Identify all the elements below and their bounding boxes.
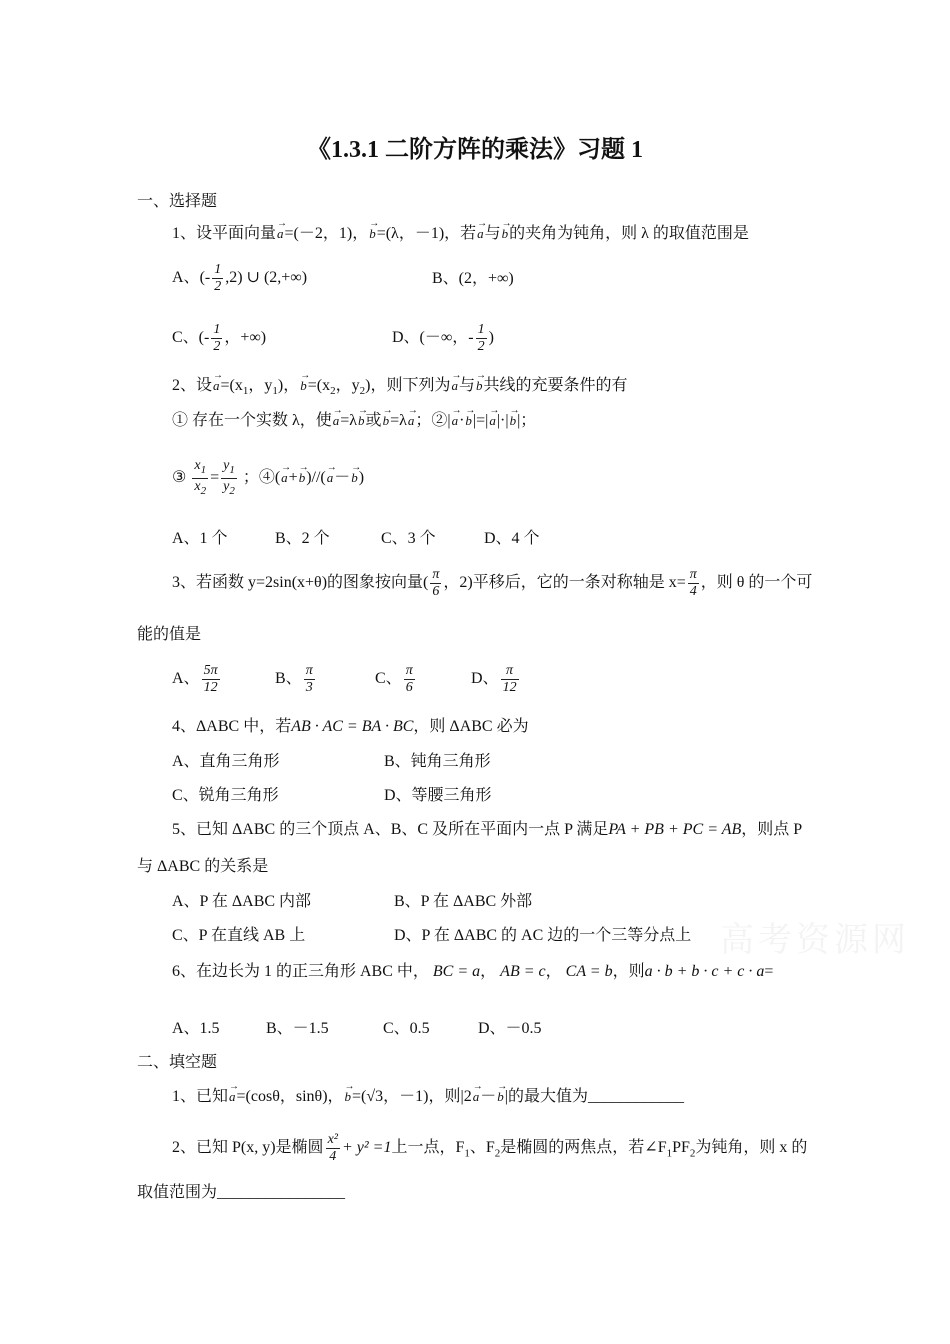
q6-option-a: A、1.5 [172,1020,220,1037]
q2-condition-3-4: ③ $\frac{x_1}{x_2}$ = $\frac{y_1}{y_2}$ ；④(→ a+→ b)//(→ a－→ b) [172,458,364,499]
q2-option-b: B、2 个 [275,530,330,547]
q3-option-d: D、 $\frac{\pi}{12}$ [471,663,517,695]
q5-expression: PA + PB + PC = AB [608,821,742,838]
q4-option-a: A、直角三角形 [172,753,280,770]
q6-option-b: B、－1.5 [266,1020,329,1037]
q1-option-a: A、(- $\frac{1}{2}$ ,2) ∪ (2,+∞) [172,262,308,294]
q3-stem-line2: 能的值是 [137,626,202,643]
q2-stem: 2、设→ $a=(x_1$，$y_1$)，→ $b=(x_2$，$y_2$)，则下列为→ a与→ b共线的充要条件的有 [172,376,627,401]
q3-stem: 3、若函数 y=2sin(x+θ)的图象按向量( $\frac{\pi}{6}$ ，2)平移后，它的一条对称轴是 x= $\frac{\pi}{4}$ ，则 θ 的一个可 [172,567,813,599]
fill-1-stem: 1、已知→ a=(cosθ，sinθ)，→ b=(√3，－1)，则|2→ a－→ b|的最大值为____________ [172,1087,684,1107]
q6-sum: a · b + b · c + c · a [644,963,765,980]
q6-stem: 6、在边长为 1 的正三角形 ABC 中， BC = a， AB = c， CA = b，则a · b + b · c + c · a= [172,963,774,980]
q4-stem: 4、ΔABC 中，若AB · AC = BA · BC，则 ΔABC 必为 [172,718,529,735]
q6-bc: BC = a [432,963,481,980]
q6-ab: AB = c [500,963,546,980]
q6-ca: CA = b [565,963,613,980]
q4-option-d: D、等腰三角形 [384,787,492,804]
q2-option-d: D、4 个 [484,530,540,547]
q5-option-a: A、P 在 ΔABC 内部 [172,893,312,910]
q6-option-c: C、0.5 [383,1020,430,1037]
fill-2-stem: 2、已知 P(x, y)是椭圆 $\frac{\text{x²}}{4}$ + y² =1上一点，$F_1$、$F_2$是椭圆的两焦点，若$\angle F_1PF_2$为钝角，则 x 的 [172,1132,808,1164]
q1-option-d: D、(－∞，- $\frac{1}{2}$ ) [392,322,494,354]
section-fill: 二、填空题 [137,1054,218,1071]
q6-option-d: D、－0.5 [478,1020,542,1037]
q4-expression: AB · AC = BA · BC [291,718,414,735]
q2-option-a: A、1 个 [172,530,228,547]
page-title: 《1.3.1 二阶方阵的乘法》习题 1 [307,137,643,163]
q1-stem: 1、设平面向量→ a=(－2，1)，→ b=(λ，－1)，若→ a与→ b的夹角为钝角，则 λ 的取值范围是 [172,224,749,244]
watermark: 高考资源网 [720,922,910,959]
q5-option-b: B、P 在 ΔABC 外部 [394,893,533,910]
fill-2-stem-line2: 取值范围为________________ [137,1184,346,1201]
section-choice: 一、选择题 [137,193,218,210]
q5-option-d: D、P 在 ΔABC 的 AC 边的一个三等分点上 [394,927,692,944]
q3-option-a: A、 $\frac{5\pi}{12}$ [172,663,218,695]
q5-stem-line2: 与 ΔABC 的关系是 [137,858,269,875]
q3-option-b: B、 $\frac{\pi}{3}$ [275,663,313,695]
q2-condition-1-2: ① 存在一个实数 λ，使→ a=λ→ b或→ b=λ→ a；②|→ a·→ b|=|→ a|·|→ b|； [172,411,536,431]
q3-option-c: C、 $\frac{\pi}{6}$ [375,663,413,695]
q5-option-c: C、P 在直线 AB 上 [172,927,306,944]
q4-option-b: B、钝角三角形 [384,753,491,770]
q1-option-b: B、(2，+∞) [432,270,514,287]
q4-option-c: C、锐角三角形 [172,787,279,804]
q1-option-c: C、(- $\frac{1}{2}$ ，+∞) [172,322,267,354]
q2-option-c: C、3 个 [381,530,436,547]
q5-stem: 5、已知 ΔABC 的三个顶点 A、B、C 及所在平面内一点 P 满足PA + PB + PC = AB，则点 P [172,821,803,838]
